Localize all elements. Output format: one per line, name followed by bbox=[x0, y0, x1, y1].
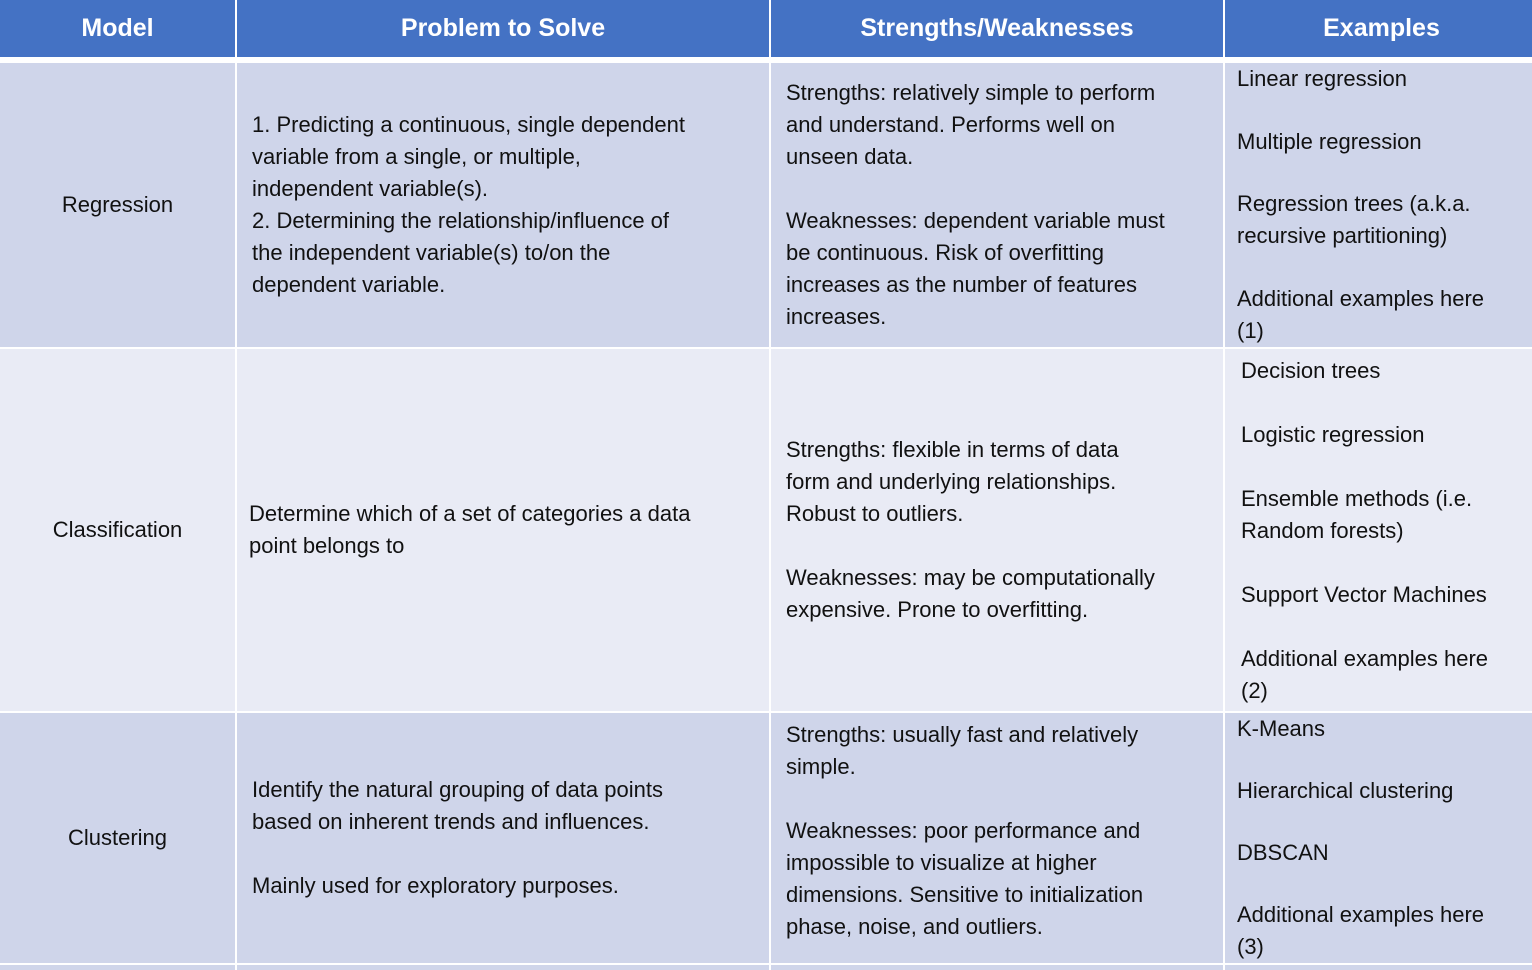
example-item: (2) bbox=[1241, 678, 1268, 703]
example-item: recursive partitioning) bbox=[1237, 223, 1448, 249]
clustering-strengths-line: Strengths: usually fast and relatively bbox=[786, 722, 1139, 747]
paragraph-gap bbox=[1241, 387, 1528, 419]
example-item: Additional examples here bbox=[1237, 286, 1485, 312]
classification-strengths-line: Robust to outliers. bbox=[786, 501, 964, 526]
paragraph-gap bbox=[1241, 547, 1528, 579]
example-item: Additional examples here bbox=[1237, 902, 1485, 927]
classification-model-label: Classification bbox=[52, 517, 183, 542]
clustering-weaknesses-line: impossible to visualize at higher bbox=[786, 850, 1097, 875]
header-model: Model bbox=[0, 0, 235, 61]
classification-strengths-line: Strengths: flexible in terms of data bbox=[786, 437, 1119, 462]
example-item: Multiple regression bbox=[1237, 128, 1422, 154]
example-item: (3) bbox=[1237, 934, 1264, 959]
example-item: (1) bbox=[1237, 318, 1264, 344]
paragraph-gap bbox=[1237, 158, 1528, 189]
regression-examples-cell bbox=[1225, 61, 1532, 347]
clustering-problem-note: Mainly used for exploratory purposes. bbox=[252, 873, 619, 898]
classification-problem-cell bbox=[237, 347, 769, 711]
paragraph-gap bbox=[1237, 807, 1528, 837]
regression-weaknesses-line: be continuous. Risk of overfitting bbox=[786, 240, 1104, 265]
classification-strengths-cell bbox=[771, 347, 1223, 711]
classification-problem-line: Determine which of a set of categories a data bbox=[249, 501, 691, 526]
next-row-cell bbox=[0, 963, 235, 970]
clustering-strengths-cell bbox=[771, 711, 1223, 963]
regression-strengths-line: and understand. Performs well on bbox=[786, 112, 1115, 137]
example-item: K-Means bbox=[1237, 716, 1326, 741]
regression-weaknesses-line: Weaknesses: dependent variable must bbox=[786, 208, 1165, 233]
paragraph-gap bbox=[1237, 869, 1528, 899]
clustering-model-label: Clustering bbox=[67, 825, 168, 850]
classification-strengths-line: form and underlying relationships. bbox=[786, 469, 1117, 494]
next-row-cell bbox=[771, 963, 1223, 970]
paragraph-gap bbox=[1241, 611, 1528, 643]
example-item: Random forests) bbox=[1241, 518, 1404, 543]
regression-model-cell bbox=[0, 61, 235, 347]
clustering-problem-line: Identify the natural grouping of data points bbox=[252, 777, 663, 802]
regression-strengths-line: Strengths: relatively simple to perform bbox=[786, 80, 1156, 105]
example-item: Regression trees (a.k.a. bbox=[1237, 191, 1471, 217]
example-item: Decision trees bbox=[1241, 358, 1381, 383]
clustering-weaknesses-line: phase, noise, and outliers. bbox=[786, 914, 1043, 939]
clustering-weaknesses-line: dimensions. Sensitive to initialization bbox=[786, 882, 1144, 907]
regression-problem-line: the independent variable(s) to/on the bbox=[252, 240, 611, 265]
regression-problem-cell bbox=[237, 61, 769, 347]
paragraph-gap bbox=[1241, 451, 1528, 483]
classification-model-cell bbox=[0, 347, 235, 711]
regression-strengths-cell bbox=[771, 61, 1223, 347]
regression-problem-line: 2. Determining the relationship/influence of bbox=[252, 208, 670, 233]
regression-problem-line: 1. Predicting a continuous, single dependent bbox=[252, 112, 685, 137]
regression-problem-line: independent variable(s). bbox=[252, 176, 489, 201]
classification-weaknesses-line: Weaknesses: may be computationally bbox=[786, 565, 1155, 590]
header-examples: Examples bbox=[1225, 0, 1532, 61]
classification-examples-cell bbox=[1225, 347, 1532, 711]
paragraph-gap bbox=[1237, 95, 1528, 126]
example-item: Hierarchical clustering bbox=[1237, 778, 1454, 803]
regression-weaknesses-line: increases. bbox=[786, 304, 887, 329]
classification-problem-line: point belongs to bbox=[249, 533, 405, 558]
paragraph-gap bbox=[252, 838, 757, 870]
paragraph-gap bbox=[786, 783, 1213, 815]
example-item: Ensemble methods (i.e. bbox=[1241, 486, 1473, 511]
header-strengths-weaknesses: Strengths/Weaknesses bbox=[771, 0, 1223, 61]
regression-strengths-line: unseen data. bbox=[786, 144, 914, 169]
regression-weaknesses-line: increases as the number of features bbox=[786, 272, 1137, 297]
next-row-cell bbox=[1225, 963, 1532, 970]
paragraph-gap bbox=[786, 530, 1211, 562]
paragraph-gap bbox=[1237, 745, 1528, 775]
regression-problem-line: dependent variable. bbox=[252, 272, 446, 297]
paragraph-gap bbox=[1237, 252, 1528, 283]
regression-problem-line: variable from a single, or multiple, bbox=[252, 144, 581, 169]
regression-model-label: Regression bbox=[61, 192, 174, 217]
clustering-model-cell bbox=[0, 711, 235, 963]
next-row-cell bbox=[237, 963, 769, 970]
clustering-problem-cell bbox=[237, 711, 769, 963]
example-item: Logistic regression bbox=[1241, 422, 1425, 447]
clustering-weaknesses-line: Weaknesses: poor performance and bbox=[786, 818, 1141, 843]
clustering-problem-line: based on inherent trends and influences. bbox=[252, 809, 650, 834]
classification-weaknesses-line: expensive. Prone to overfitting. bbox=[786, 597, 1089, 622]
header-problem: Problem to Solve bbox=[237, 0, 769, 61]
example-item: Linear regression bbox=[1237, 66, 1407, 91]
clustering-examples-cell bbox=[1225, 711, 1532, 963]
paragraph-gap bbox=[786, 173, 1211, 205]
example-item: DBSCAN bbox=[1237, 840, 1329, 865]
example-item: Additional examples here bbox=[1241, 646, 1489, 671]
clustering-strengths-line: simple. bbox=[786, 754, 856, 779]
example-item: Support Vector Machines bbox=[1241, 582, 1487, 607]
